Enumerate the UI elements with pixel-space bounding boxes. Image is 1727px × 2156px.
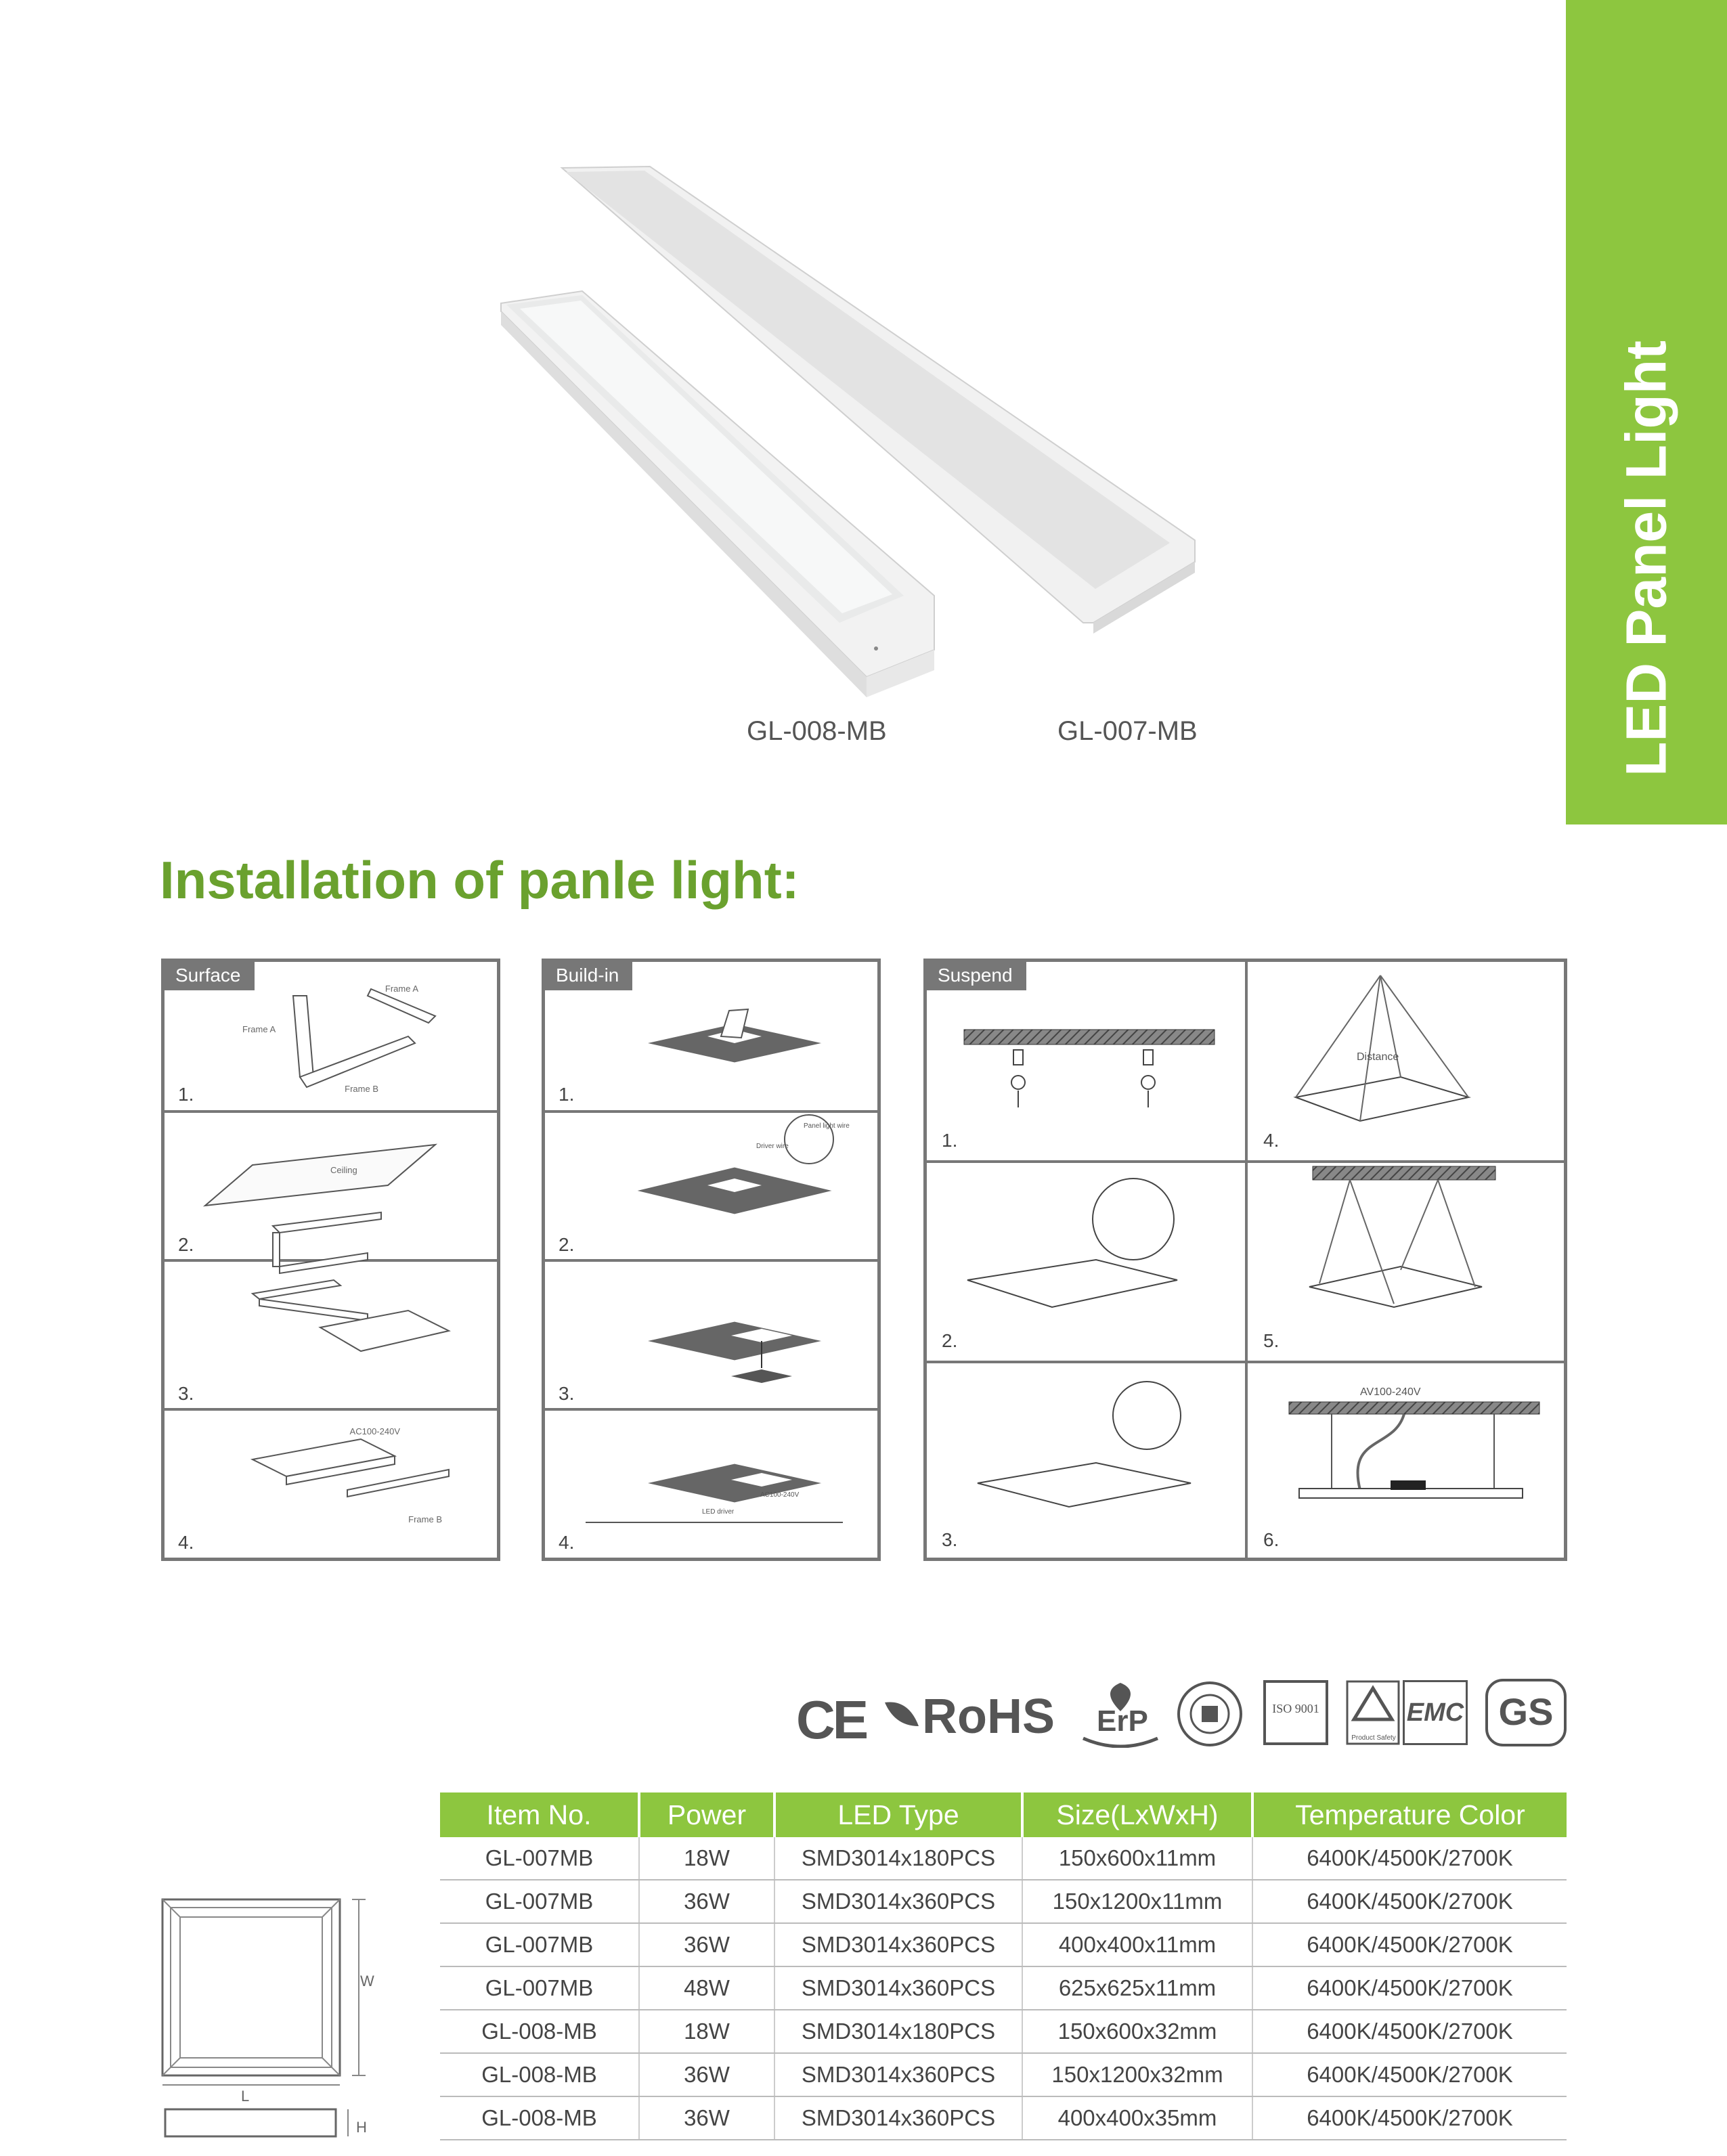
spec-table-header	[440, 1792, 1567, 1837]
header-temperature: Temperature Color	[1252, 1792, 1567, 1837]
cell-size: 150x1200x32mm	[1022, 2053, 1252, 2096]
cell-size: 400x400x11mm	[1022, 1923, 1252, 1966]
cell-power: 36W	[639, 2053, 774, 2096]
cell-item-no: GL-007MB	[440, 1966, 639, 2010]
buildin-label-ac: AC100-240V	[760, 1491, 800, 1499]
cell-size: 400x400x35mm	[1022, 2096, 1252, 2140]
suspend-step-3: 3.	[942, 1529, 958, 1550]
cell-power: 36W	[639, 1880, 774, 1923]
surface-step-1: 1.	[178, 1084, 194, 1105]
installation-title: Installation of panle light:	[160, 850, 800, 910]
buildin-install-panel	[542, 959, 881, 1561]
gs-mark-icon	[1485, 1679, 1567, 1746]
iso-9001-label: ISO 9001	[1272, 1702, 1319, 1715]
product-label-gl008: GL-008-MB	[747, 716, 887, 746]
surface-label-frame-b2: Frame B	[408, 1514, 442, 1524]
cell-item-no: GL-008-MB	[440, 2053, 639, 2096]
gs-label: GS	[1498, 1690, 1554, 1733]
china-cert-seal-icon	[1176, 1680, 1244, 1748]
iso-9001-icon	[1263, 1680, 1328, 1745]
emc-label: EMC	[1406, 1698, 1464, 1727]
cell-size: 150x1200x11mm	[1022, 1880, 1252, 1923]
suspend-diagram	[927, 962, 1564, 1558]
cell-led-type: SMD3014x180PCS	[774, 1837, 1022, 1880]
cell-led-type: SMD3014x360PCS	[774, 1923, 1022, 1966]
surface-install-panel	[161, 959, 500, 1561]
cell-item-no: GL-007MB	[440, 1923, 639, 1966]
header-power: Power	[639, 1792, 774, 1837]
cell-item-no: GL-008-MB	[440, 2010, 639, 2053]
cell-power: 18W	[639, 1837, 774, 1880]
cell-power: 48W	[639, 1966, 774, 2010]
cell-temperature: 6400K/4500K/2700K	[1252, 2053, 1567, 2096]
cell-led-type: SMD3014x360PCS	[774, 1880, 1022, 1923]
suspend-step-6: 6.	[1263, 1529, 1280, 1550]
cell-temperature: 6400K/4500K/2700K	[1252, 1880, 1567, 1923]
surface-label-ac: AC100-240V	[349, 1426, 400, 1436]
buildin-diagram	[545, 962, 877, 1558]
cell-size: 625x625x11mm	[1022, 1966, 1252, 2010]
header-led-type: LED Type	[774, 1792, 1022, 1837]
table-row	[440, 2096, 1567, 2140]
suspend-label-distance: Distance	[1357, 1051, 1399, 1063]
surface-label-ceiling: Ceiling	[330, 1165, 357, 1175]
cell-led-type: SMD3014x180PCS	[774, 2010, 1022, 2053]
buildin-step-2: 2.	[559, 1234, 575, 1255]
surface-tag: Surface	[165, 962, 255, 990]
cell-power: 36W	[639, 2096, 774, 2140]
buildin-tag: Build-in	[545, 962, 632, 990]
spec-table	[440, 1792, 1567, 2140]
cell-temperature: 6400K/4500K/2700K	[1252, 1923, 1567, 1966]
table-row	[440, 2010, 1567, 2053]
suspend-install-panel	[923, 959, 1567, 1561]
suspend-step-1: 1.	[942, 1130, 958, 1151]
erp-mark-text: ErP	[1097, 1704, 1148, 1738]
dimension-l-label: L	[241, 2088, 250, 2105]
cell-led-type: SMD3014x360PCS	[774, 2096, 1022, 2140]
emc-mark-icon	[1403, 1680, 1468, 1745]
cell-item-no: GL-007MB	[440, 1837, 639, 1880]
buildin-label-panel-wire: Panel light wire	[804, 1122, 850, 1130]
sidebar-banner	[1566, 0, 1727, 824]
sidebar-title: LED Panel Light	[1614, 340, 1678, 777]
suspend-tag: Suspend	[927, 962, 1026, 990]
cell-temperature: 6400K/4500K/2700K	[1252, 2096, 1567, 2140]
cell-item-no: GL-008-MB	[440, 2096, 639, 2140]
table-row	[440, 1837, 1567, 1880]
cell-item-no: GL-007MB	[440, 1880, 639, 1923]
leaf-icon	[881, 1696, 922, 1736]
buildin-step-1: 1.	[559, 1084, 575, 1105]
cell-temperature: 6400K/4500K/2700K	[1252, 1966, 1567, 2010]
product-label-gl007: GL-007-MB	[1057, 716, 1198, 746]
rohs-mark-icon: RoHS	[922, 1690, 1055, 1744]
tuv-label: Product Safety	[1351, 1734, 1396, 1742]
cell-led-type: SMD3014x360PCS	[774, 1966, 1022, 2010]
dimension-sketch	[157, 1889, 387, 2153]
header-item-no: Item No.	[440, 1792, 639, 1837]
surface-label-frame-b1: Frame B	[345, 1084, 378, 1094]
buildin-label-driver-wire: Driver wire	[756, 1143, 789, 1150]
header-size: Size(LxWxH)	[1022, 1792, 1252, 1837]
surface-step-3: 3.	[178, 1383, 194, 1404]
cell-temperature: 6400K/4500K/2700K	[1252, 1837, 1567, 1880]
dimension-w-label: W	[360, 1973, 374, 1989]
surface-diagram	[165, 962, 497, 1558]
suspend-step-4: 4.	[1263, 1130, 1280, 1151]
surface-step-4: 4.	[178, 1532, 194, 1553]
surface-label-frame-a2: Frame A	[242, 1024, 276, 1034]
table-row	[440, 2053, 1567, 2096]
table-row	[440, 1880, 1567, 1923]
surface-step-2: 2.	[178, 1234, 194, 1255]
table-row	[440, 1923, 1567, 1966]
suspend-label-av: AV100-240V	[1360, 1386, 1421, 1398]
cell-size: 150x600x11mm	[1022, 1837, 1252, 1880]
cell-power: 18W	[639, 2010, 774, 2053]
product-image	[487, 156, 1205, 697]
surface-label-frame-a1: Frame A	[385, 984, 418, 994]
table-row	[440, 1966, 1567, 2010]
cell-led-type: SMD3014x360PCS	[774, 2053, 1022, 2096]
dimension-h-label: H	[356, 2119, 367, 2136]
suspend-step-5: 5.	[1263, 1330, 1280, 1351]
buildin-step-4: 4.	[559, 1532, 575, 1553]
cell-temperature: 6400K/4500K/2700K	[1252, 2010, 1567, 2053]
cell-power: 36W	[639, 1923, 774, 1966]
buildin-step-3: 3.	[559, 1383, 575, 1404]
suspend-step-2: 2.	[942, 1330, 958, 1351]
ce-mark-icon: CE	[796, 1690, 867, 1750]
buildin-label-driver: LED driver	[702, 1508, 735, 1516]
cell-size: 150x600x32mm	[1022, 2010, 1252, 2053]
